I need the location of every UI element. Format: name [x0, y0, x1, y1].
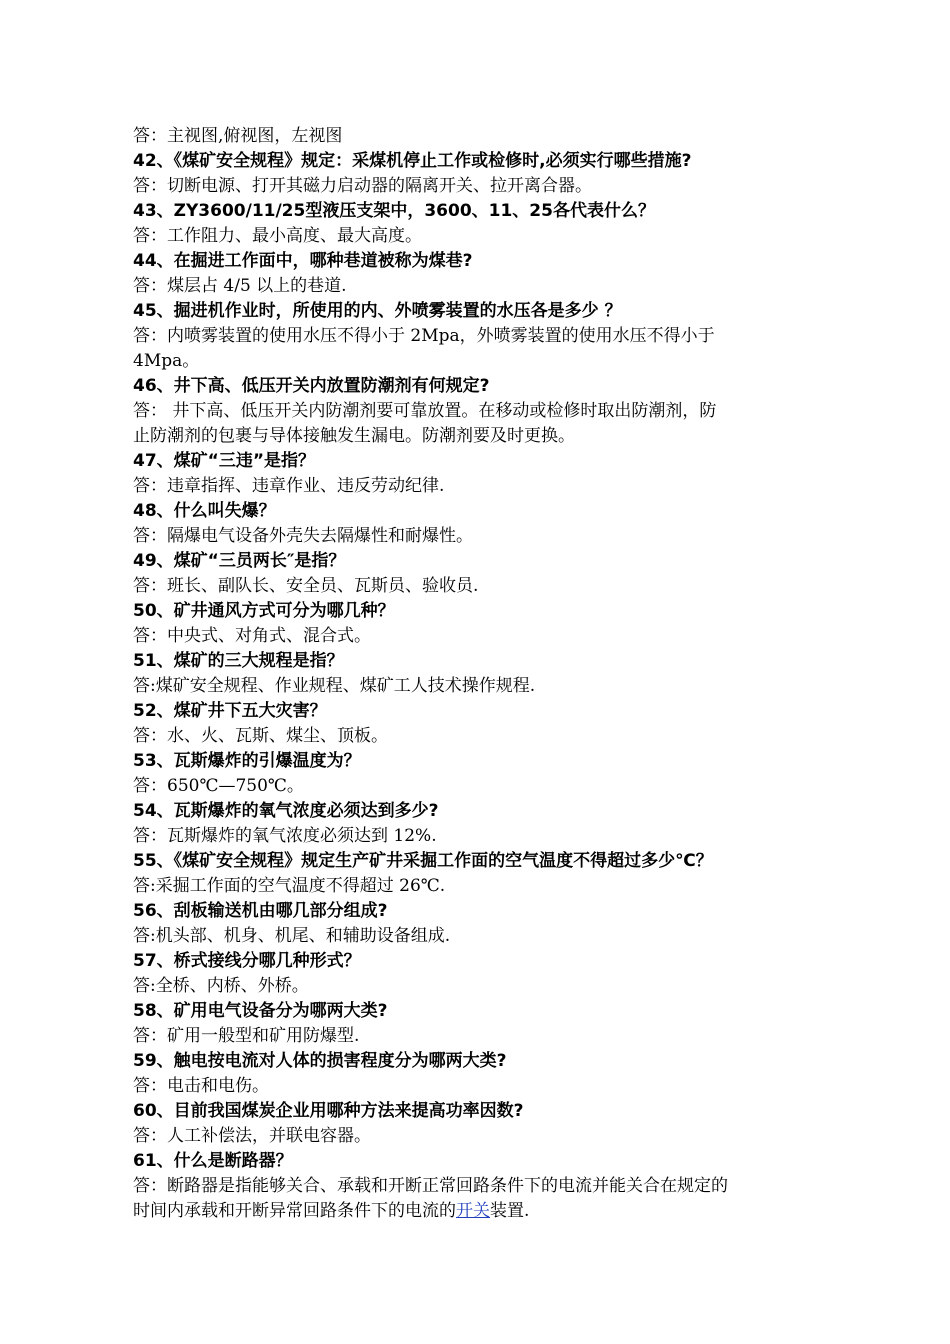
answer-line: 答:采掘工作面的空气温度不得超过 26℃. [133, 876, 446, 896]
answer-line: 答：人工补偿法，并联电容器。 [133, 1126, 371, 1146]
answer-line: 答:机头部、机身、机尾、和辅助设备组成. [133, 926, 451, 946]
answer-line: 答：中央式、对角式、混合式。 [133, 626, 371, 646]
answer-line: 答：违章指挥、违章作业、违反劳动纪律. [133, 476, 445, 496]
question-line: 57、桥式接线分哪几种形式？ [133, 951, 361, 971]
answer-line-final [133, 1199, 823, 1224]
question-line: 45、掘进机作业时，所使用的内、外喷雾装置的水压各是多少 ？ [133, 301, 622, 321]
answer-line: 答：工作阻力、最小高度、最大高度。 [133, 226, 422, 246]
question-line: 49、煤矿“三员两长″是指？ [133, 551, 346, 571]
answer-line: 答： 井下高、低压开关内防潮剂要可靠放置。在移动或检修时取出防潮剂，防 [133, 401, 717, 421]
answer-line: 答：650℃—750℃。 [133, 776, 304, 796]
answer-line: 答：瓦斯爆炸的氧气浓度必须达到 12%. [133, 826, 437, 846]
answer-text-end: 装置. [490, 1201, 530, 1221]
answer-line: 答：主视图,俯视图，左视图 [133, 126, 343, 146]
document-page [133, 124, 823, 1224]
answer-line: 答：电击和电伤。 [133, 1076, 269, 1096]
answer-line: 答：班长、副队长、安全员、瓦斯员、验收员. [133, 576, 479, 596]
switch-link[interactable]: 开关 [456, 1201, 490, 1221]
qa-list [133, 124, 823, 1199]
question-line: 55、《煤矿安全规程》规定生产矿井采掘工作面的空气温度不得超过多少℃？ [133, 851, 713, 871]
question-line: 46、井下高、低压开关内放置防潮剂有何规定? [133, 376, 490, 396]
question-line: 53、瓦斯爆炸的引爆温度为？ [133, 751, 361, 771]
question-line: 61、什么是断路器？ [133, 1151, 293, 1171]
answer-line: 4Mpa。 [133, 351, 200, 371]
answer-line: 答：内喷雾装置的使用水压不得小于 2Mpa，外喷雾装置的使用水压不得小于 [133, 326, 715, 346]
answer-line: 答：水、火、瓦斯、煤尘、顶板。 [133, 726, 388, 746]
answer-line: 答：断路器是指能够关合、承载和开断正常回路条件下的电流并能关合在规定的 [133, 1176, 728, 1196]
question-line: 60、目前我国煤炭企业用哪种方法来提高功率因数? [133, 1101, 524, 1121]
question-line: 58、矿用电气设备分为哪两大类? [133, 1001, 388, 1021]
question-line: 51、煤矿的三大规程是指？ [133, 651, 344, 671]
answer-line: 答：矿用一般型和矿用防爆型. [133, 1026, 360, 1046]
answer-line: 答:全桥、内桥、外桥。 [133, 976, 309, 996]
question-line: 59、触电按电流对人体的损害程度分为哪两大类? [133, 1051, 507, 1071]
question-line: 43、ZY3600/11/25型液压支架中，3600、11、25各代表什么？ [133, 201, 655, 221]
answer-line: 答：煤层占 4/5 以上的巷道. [133, 276, 347, 296]
question-line: 44、在掘进工作面中，哪种巷道被称为煤巷? [133, 251, 473, 271]
question-line: 48、什么叫失爆？ [133, 501, 276, 521]
answer-line: 答：切断电源、打开其磁力启动器的隔离开关、拉开离合器。 [133, 176, 592, 196]
answer-line: 答:煤矿安全规程、作业规程、煤矿工人技术操作规程. [133, 676, 536, 696]
question-line: 56、刮板输送机由哪几部分组成? [133, 901, 388, 921]
question-line: 52、煤矿井下五大灾害？ [133, 701, 327, 721]
question-line: 42、《煤矿安全规程》规定：采煤机停止工作或检修时,必须实行哪些措施? [133, 151, 692, 171]
question-line: 50、矿井通风方式可分为哪几种？ [133, 601, 395, 621]
question-line: 54、瓦斯爆炸的氧气浓度必须达到多少? [133, 801, 439, 821]
question-line: 47、煤矿“三违”是指？ [133, 451, 316, 471]
answer-line: 止防潮剂的包裹与导体接触发生漏电。防潮剂要及时更换。 [133, 426, 575, 446]
answer-line: 答：隔爆电气设备外壳失去隔爆性和耐爆性。 [133, 526, 473, 546]
answer-text: 时间内承载和开断异常回路条件下的电流的 [133, 1201, 456, 1221]
